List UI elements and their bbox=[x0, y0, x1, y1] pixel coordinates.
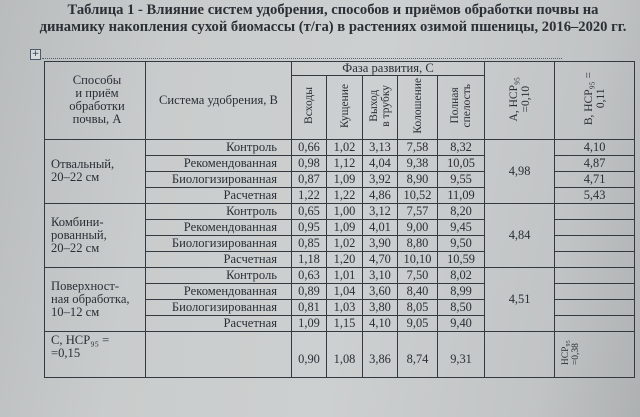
value-cell: 1,09 bbox=[292, 315, 327, 331]
system-cell: Контроль bbox=[146, 267, 292, 283]
value-cell: 1,22 bbox=[327, 187, 363, 203]
value-cell: 9,05 bbox=[398, 315, 438, 331]
value-cell: 8,20 bbox=[438, 203, 485, 219]
value-cell: 1,02 bbox=[327, 235, 363, 251]
hcr-a-cell: 4,51 bbox=[485, 267, 555, 331]
value-cell: 8,40 bbox=[398, 283, 438, 299]
footer-value: 9,31 bbox=[438, 331, 485, 377]
value-cell: 1,15 bbox=[327, 315, 363, 331]
system-cell: Расчетная bbox=[146, 187, 292, 203]
value-cell: 0,85 bbox=[292, 235, 327, 251]
value-cell: 4,04 bbox=[363, 155, 398, 171]
value-cell: 9,45 bbox=[438, 219, 485, 235]
footer-value: 3,86 bbox=[363, 331, 398, 377]
system-cell: Биологизированная bbox=[146, 299, 292, 315]
hcr-b-cell bbox=[555, 299, 635, 315]
hcr-b-cell bbox=[555, 267, 635, 283]
value-cell: 8,32 bbox=[438, 139, 485, 155]
table-row bbox=[45, 203, 635, 219]
system-cell: Рекомендованная bbox=[146, 219, 292, 235]
value-cell: 8,02 bbox=[438, 267, 485, 283]
value-cell: 1,12 bbox=[327, 155, 363, 171]
hcr-b-cell: 4,87 bbox=[555, 155, 635, 171]
table-caption: Таблица 1 - Влияние систем удобрения, способов и приёмов обработки почвы на динамику накопления сухой биомассы (т/га) в растениях озимой пшеницы, 2016–2020 гг. bbox=[39, 2, 627, 35]
header-phase-3: Выход в трубку bbox=[363, 76, 398, 140]
header-phase-2: Кущение bbox=[327, 76, 363, 140]
hcr-b-cell bbox=[555, 251, 635, 267]
hcr-b-cell bbox=[555, 315, 635, 331]
value-cell: 4,10 bbox=[363, 315, 398, 331]
system-cell: Контроль bbox=[146, 203, 292, 219]
value-cell: 1,00 bbox=[327, 203, 363, 219]
table-row bbox=[45, 267, 635, 283]
hcr-b-cell bbox=[555, 283, 635, 299]
value-cell: 8,99 bbox=[438, 283, 485, 299]
value-cell: 8,90 bbox=[398, 171, 438, 187]
value-cell: 4,86 bbox=[363, 187, 398, 203]
value-cell: 8,05 bbox=[398, 299, 438, 315]
hcr-b-cell bbox=[555, 219, 635, 235]
dotted-divider bbox=[42, 58, 562, 59]
value-cell: 1,02 bbox=[327, 139, 363, 155]
value-cell: 0,98 bbox=[292, 155, 327, 171]
biomass-table bbox=[44, 61, 635, 378]
value-cell: 1,04 bbox=[327, 283, 363, 299]
value-cell: 9,38 bbox=[398, 155, 438, 171]
value-cell: 9,55 bbox=[438, 171, 485, 187]
system-cell: Расчетная bbox=[146, 251, 292, 267]
value-cell: 7,58 bbox=[398, 139, 438, 155]
header-phase-c: Фаза развития, С bbox=[292, 62, 485, 76]
value-cell: 3,12 bbox=[363, 203, 398, 219]
hcr-b-cell: 4,71 bbox=[555, 171, 635, 187]
value-cell: 0,87 bbox=[292, 171, 327, 187]
footer-value: 1,08 bbox=[327, 331, 363, 377]
system-cell: Расчетная bbox=[146, 315, 292, 331]
value-cell: 1,09 bbox=[327, 171, 363, 187]
table-move-handle-icon[interactable]: + bbox=[31, 49, 40, 59]
header-factor-a: Способы и приём обработки почвы, А bbox=[45, 62, 146, 140]
value-cell: 0,66 bbox=[292, 139, 327, 155]
value-cell: 7,57 bbox=[398, 203, 438, 219]
value-cell: 1,18 bbox=[292, 251, 327, 267]
method-cell: Отвальный, 20–22 см bbox=[45, 139, 146, 203]
value-cell: 0,65 bbox=[292, 203, 327, 219]
value-cell: 0,95 bbox=[292, 219, 327, 235]
header-phase-1: Всходы bbox=[292, 76, 327, 140]
value-cell: 9,40 bbox=[438, 315, 485, 331]
hcr-b-cell: 5,43 bbox=[555, 187, 635, 203]
value-cell: 9,50 bbox=[438, 235, 485, 251]
hcr-b-cell bbox=[555, 203, 635, 219]
footer-hcr-ab: НСР₉₅ =0,38 bbox=[555, 331, 635, 377]
value-cell: 1,01 bbox=[327, 267, 363, 283]
hcr-a-cell: 4,98 bbox=[485, 139, 555, 203]
value-cell: 3,10 bbox=[363, 267, 398, 283]
value-cell: 1,09 bbox=[327, 219, 363, 235]
footer-empty bbox=[146, 331, 292, 377]
method-cell: Комбини- рованный, 20–22 см bbox=[45, 203, 146, 267]
value-cell: 0,63 bbox=[292, 267, 327, 283]
value-cell: 3,80 bbox=[363, 299, 398, 315]
value-cell: 8,50 bbox=[438, 299, 485, 315]
footer-empty bbox=[485, 331, 555, 377]
header-hcr-a: А, НСР₉₅ =0,10 bbox=[485, 62, 555, 140]
system-cell: Контроль bbox=[146, 139, 292, 155]
header-hcr-b: В, НСР₉₅ = 0,11 bbox=[555, 62, 635, 140]
footer-value: 8,74 bbox=[398, 331, 438, 377]
value-cell: 3,60 bbox=[363, 283, 398, 299]
value-cell: 3,13 bbox=[363, 139, 398, 155]
hcr-b-cell: 4,10 bbox=[555, 139, 635, 155]
table-row bbox=[45, 139, 635, 155]
value-cell: 4,01 bbox=[363, 219, 398, 235]
value-cell: 1,03 bbox=[327, 299, 363, 315]
footer-value: 0,90 bbox=[292, 331, 327, 377]
header-phase-4: Колошение bbox=[398, 76, 438, 140]
hcr-a-cell: 4,84 bbox=[485, 203, 555, 267]
value-cell: 10,05 bbox=[438, 155, 485, 171]
value-cell: 3,92 bbox=[363, 171, 398, 187]
value-cell: 11,09 bbox=[438, 187, 485, 203]
method-cell: Поверхност- ная обработка, 10–12 см bbox=[45, 267, 146, 331]
value-cell: 8,80 bbox=[398, 235, 438, 251]
system-cell: Рекомендованная bbox=[146, 283, 292, 299]
system-cell: Рекомендованная bbox=[146, 155, 292, 171]
value-cell: 0,81 bbox=[292, 299, 327, 315]
value-cell: 9,00 bbox=[398, 219, 438, 235]
hcr-b-cell bbox=[555, 235, 635, 251]
table-row-footer bbox=[45, 331, 635, 377]
value-cell: 10,10 bbox=[398, 251, 438, 267]
value-cell: 1,20 bbox=[327, 251, 363, 267]
value-cell: 0,89 bbox=[292, 283, 327, 299]
value-cell: 10,59 bbox=[438, 251, 485, 267]
system-cell: Биологизированная bbox=[146, 171, 292, 187]
value-cell: 10,52 bbox=[398, 187, 438, 203]
value-cell: 7,50 bbox=[398, 267, 438, 283]
system-cell: Биологизированная bbox=[146, 235, 292, 251]
value-cell: 1,22 bbox=[292, 187, 327, 203]
value-cell: 4,70 bbox=[363, 251, 398, 267]
footer-label: С, НСР₉₅ = =0,15 bbox=[45, 331, 146, 377]
value-cell: 3,90 bbox=[363, 235, 398, 251]
header-factor-b: Система удобрения, В bbox=[146, 62, 292, 140]
header-phase-5: Полная спелость bbox=[438, 76, 485, 140]
